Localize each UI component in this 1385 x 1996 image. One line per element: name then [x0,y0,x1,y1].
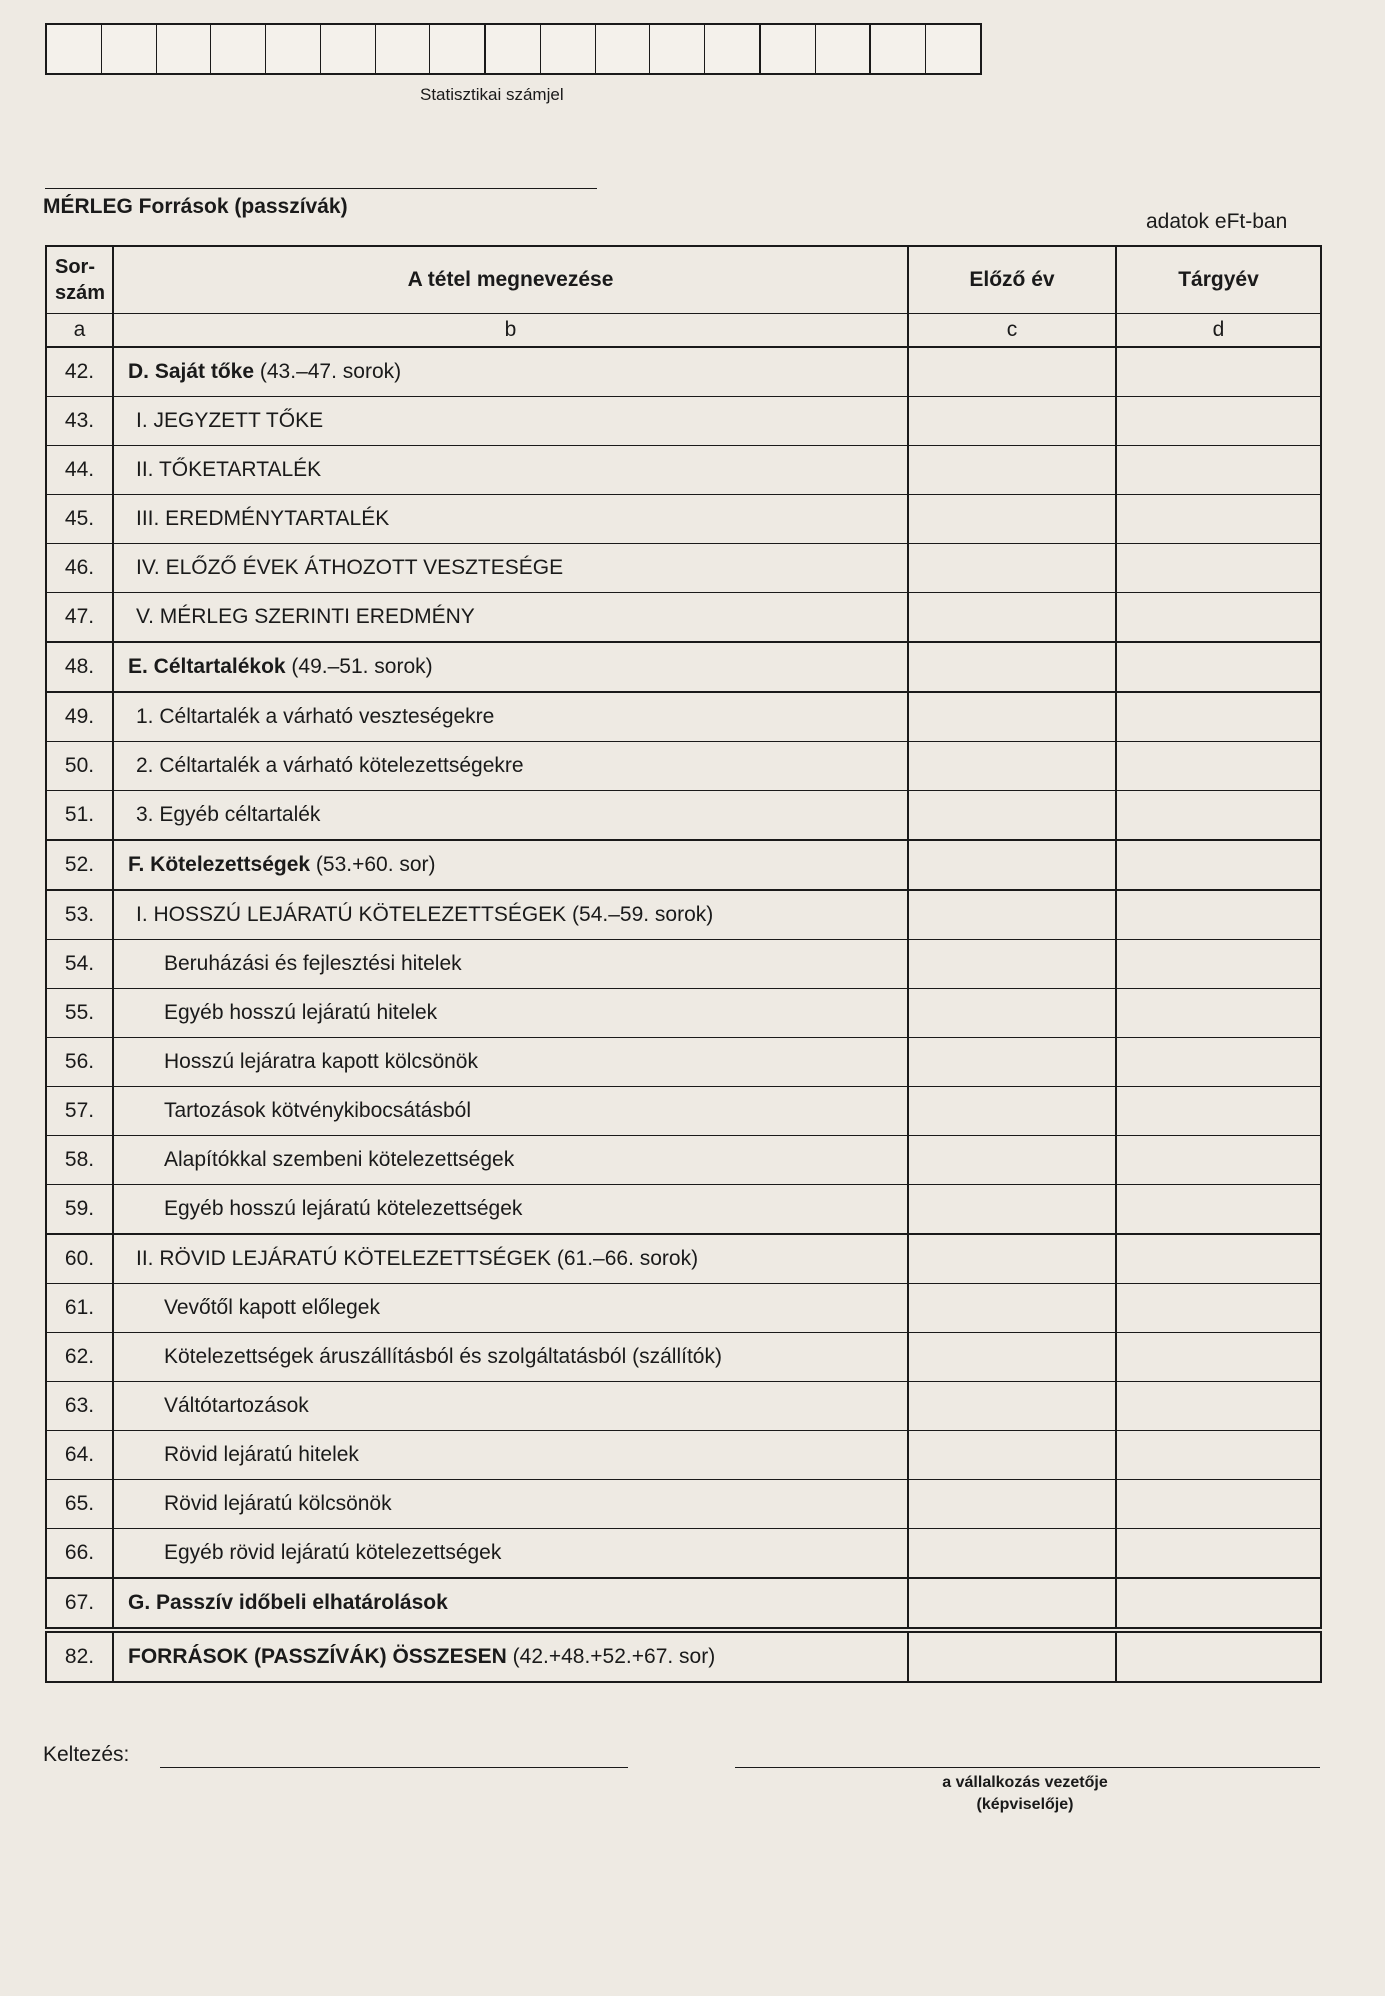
table-row [46,1136,1321,1185]
signature-caption [880,1772,1170,1816]
table-row [46,940,1321,989]
row-number: 52. [46,840,113,890]
row-label-bold: E. Céltartalékok [128,655,286,678]
row-label-rest: I. JEGYZETT TŐKE [136,409,324,432]
current-year-cell[interactable] [1116,1431,1321,1480]
row-number: 63. [46,1382,113,1431]
row-number: 64. [46,1431,113,1480]
row-number: 42. [46,347,113,397]
header-item-name: A tétel megnevezése [113,246,908,314]
table-row [46,1333,1321,1382]
row-label-rest: Egyéb hosszú lejáratú kötelezettségek [164,1197,523,1220]
row-label [113,446,908,495]
current-year-cell[interactable] [1116,1529,1321,1579]
row-label [113,1185,908,1235]
previous-year-cell[interactable] [908,1382,1116,1431]
column-letters-row [46,314,1321,348]
previous-year-cell[interactable] [908,1632,1116,1682]
table-row [46,840,1321,890]
previous-year-cell[interactable] [908,1185,1116,1235]
previous-year-cell[interactable] [908,692,1116,742]
row-number: 46. [46,544,113,593]
previous-year-cell[interactable] [908,642,1116,692]
row-label [113,1087,908,1136]
stat-number-digit-box[interactable] [102,25,157,73]
row-label-bold: G. Passzív időbeli elhatárolások [128,1591,448,1614]
table-row [46,593,1321,643]
previous-year-cell[interactable] [908,890,1116,940]
row-label [113,1529,908,1579]
divider [45,188,597,189]
previous-year-cell[interactable] [908,791,1116,841]
row-label-rest: (43.–47. sorok) [254,360,402,383]
row-label-rest: Egyéb rövid lejáratú kötelezettségek [164,1541,502,1564]
statistical-number-label: Statisztikai számjel [420,85,564,104]
current-year-cell[interactable] [1116,446,1321,495]
table-row [46,1185,1321,1235]
current-year-cell[interactable] [1116,742,1321,791]
previous-year-cell[interactable] [908,1038,1116,1087]
row-label-bold: F. Kötelezettségek [128,853,311,876]
table-row [46,544,1321,593]
row-number: 59. [46,1185,113,1235]
row-number: 57. [46,1087,113,1136]
row-label-rest: Rövid lejáratú kölcsönök [164,1492,392,1515]
previous-year-cell[interactable] [908,840,1116,890]
row-label [113,1234,908,1284]
stat-number-digit-box[interactable] [761,25,816,73]
signature-line[interactable] [735,1767,1320,1768]
row-label-rest: III. EREDMÉNYTARTALÉK [136,507,390,530]
row-label-rest: (53.+60. sor) [310,853,436,876]
row-label-bold: D. Saját tőke [128,360,255,383]
table-row [46,989,1321,1038]
previous-year-cell[interactable] [908,347,1116,397]
row-label-rest: II. TŐKETARTALÉK [136,458,322,481]
current-year-cell[interactable] [1116,940,1321,989]
current-year-cell[interactable] [1116,495,1321,544]
row-number: 48. [46,642,113,692]
table-row [46,1087,1321,1136]
stat-number-digit-box[interactable] [376,25,431,73]
row-label [113,840,908,890]
row-label-rest: 2. Céltartalék a várható kötelezettségekre [136,754,524,777]
row-label [113,1480,908,1529]
row-label-rest: (49.–51. sorok) [285,655,433,678]
row-label [113,642,908,692]
current-year-cell[interactable] [1116,1333,1321,1382]
row-label [113,495,908,544]
row-number: 51. [46,791,113,841]
current-year-cell[interactable] [1116,1578,1321,1628]
previous-year-cell[interactable] [908,989,1116,1038]
form-title: MÉRLEG Források (passzívák) [43,195,348,218]
row-label-bold: FORRÁSOK (PASSZÍVÁK) ÖSSZESEN [128,1645,507,1668]
current-year-cell[interactable] [1116,840,1321,890]
table-row [46,495,1321,544]
row-label [113,742,908,791]
row-number: 54. [46,940,113,989]
previous-year-cell[interactable] [908,1333,1116,1382]
row-label-rest: Egyéb hosszú lejáratú hitelek [164,1001,438,1024]
row-label-rest: V. MÉRLEG SZERINTI EREDMÉNY [136,605,475,628]
previous-year-cell[interactable] [908,1578,1116,1628]
current-year-cell[interactable] [1116,593,1321,643]
row-number: 62. [46,1333,113,1382]
previous-year-cell[interactable] [908,1284,1116,1333]
table-row [46,890,1321,940]
previous-year-cell[interactable] [908,1234,1116,1284]
signature-caption-line2: (képviselője) [976,1796,1074,1813]
stat-number-digit-box[interactable] [157,25,212,73]
current-year-cell[interactable] [1116,397,1321,446]
header-sorszam [46,246,113,314]
row-label-rest: I. HOSSZÚ LEJÁRATÚ KÖTELEZETTSÉGEK (54.–59. sorok) [136,903,714,926]
table-row [46,1284,1321,1333]
table-row [46,1480,1321,1529]
current-year-cell[interactable] [1116,890,1321,940]
stat-number-digit-box[interactable] [430,25,486,73]
row-label [113,1284,908,1333]
row-label-rest: Váltótartozások [164,1394,309,1417]
row-number: 44. [46,446,113,495]
row-label-rest: Alapítókkal szembeni kötelezettségek [164,1148,515,1171]
previous-year-cell[interactable] [908,593,1116,643]
row-label-rest: Hosszú lejáratra kapott kölcsönök [164,1050,478,1073]
row-label [113,1578,908,1628]
current-year-cell[interactable] [1116,1234,1321,1284]
table-row [46,446,1321,495]
current-year-cell[interactable] [1116,1480,1321,1529]
previous-year-cell[interactable] [908,742,1116,791]
table-header-row [46,246,1321,314]
row-label [113,989,908,1038]
previous-year-cell[interactable] [908,1136,1116,1185]
table-row [46,397,1321,446]
current-year-cell[interactable] [1116,1632,1321,1682]
stat-number-digit-box[interactable] [541,25,596,73]
row-number: 60. [46,1234,113,1284]
row-label [113,940,908,989]
row-number: 49. [46,692,113,742]
current-year-cell[interactable] [1116,1087,1321,1136]
column-letter-b: b [113,314,908,348]
row-label [113,1382,908,1431]
stat-number-digit-box[interactable] [596,25,651,73]
row-label-rest: Kötelezettségek áruszállításból és szolgáltatásból (szállítók) [164,1345,722,1368]
row-label [113,1431,908,1480]
stat-number-digit-box[interactable] [211,25,266,73]
date-label: Keltezés: [43,1743,130,1766]
stat-number-digit-box[interactable] [47,25,102,73]
row-label [113,544,908,593]
liabilities-table [45,245,1322,1629]
previous-year-cell[interactable] [908,1087,1116,1136]
row-number: 55. [46,989,113,1038]
stat-number-digit-box[interactable] [871,25,926,73]
row-number: 61. [46,1284,113,1333]
table-row [46,791,1321,841]
header-previous-year: Előző év [908,246,1116,314]
row-number: 65. [46,1480,113,1529]
stat-number-digit-box[interactable] [650,25,705,73]
stat-number-digit-box[interactable] [486,25,541,73]
row-label-rest: 1. Céltartalék a várható veszteségekre [136,705,495,728]
header-current-year: Tárgyév [1116,246,1321,314]
row-label [113,1136,908,1185]
row-number: 56. [46,1038,113,1087]
row-number: 50. [46,742,113,791]
row-label-rest: II. RÖVID LEJÁRATÚ KÖTELEZETTSÉGEK (61.–66. sorok) [136,1247,699,1270]
previous-year-cell[interactable] [908,1480,1116,1529]
table-row [46,642,1321,692]
previous-year-cell[interactable] [908,1431,1116,1480]
previous-year-cell[interactable] [908,495,1116,544]
date-field-line[interactable] [160,1767,628,1768]
column-letter-d: d [1116,314,1321,348]
row-number: 43. [46,397,113,446]
table-row [46,1431,1321,1480]
previous-year-cell[interactable] [908,397,1116,446]
totals-table [45,1631,1322,1683]
row-label [113,890,908,940]
current-year-cell[interactable] [1116,1038,1321,1087]
row-label [113,692,908,742]
previous-year-cell[interactable] [908,544,1116,593]
row-label-rest: (42.+48.+52.+67. sor) [506,1645,716,1668]
row-number: 47. [46,593,113,643]
row-label [113,347,908,397]
stat-number-digit-box[interactable] [321,25,376,73]
row-number: 45. [46,495,113,544]
table-row [46,347,1321,397]
row-label [113,1333,908,1382]
stat-number-digit-box[interactable] [816,25,872,73]
signature-caption-line1: a vállalkozás vezetője [942,1774,1108,1791]
table-row [46,742,1321,791]
row-number: 66. [46,1529,113,1579]
row-label-rest: IV. ELŐZŐ ÉVEK ÁTHOZOTT VESZTESÉGE [136,556,564,579]
previous-year-cell[interactable] [908,1529,1116,1579]
table-row [46,1578,1321,1628]
row-number: 58. [46,1136,113,1185]
column-letter-c: c [908,314,1116,348]
table-row [46,1038,1321,1087]
row-number: 53. [46,890,113,940]
row-label-rest: Rövid lejáratú hitelek [164,1443,359,1466]
table-row [46,1382,1321,1431]
row-label-rest: Tartozások kötvénykibocsátásból [164,1099,471,1122]
current-year-cell[interactable] [1116,642,1321,692]
previous-year-cell[interactable] [908,940,1116,989]
current-year-cell[interactable] [1116,1136,1321,1185]
row-label-rest: 3. Egyéb céltartalék [136,803,321,826]
row-label [113,593,908,643]
unit-note: adatok eFt-ban [1146,210,1288,233]
table-row [46,692,1321,742]
row-label-rest: Beruházási és fejlesztési hitelek [164,952,462,975]
current-year-cell[interactable] [1116,1284,1321,1333]
row-label [113,397,908,446]
previous-year-cell[interactable] [908,446,1116,495]
row-number: 82. [46,1632,113,1682]
stat-number-digit-box[interactable] [266,25,321,73]
stat-number-digit-box[interactable] [705,25,761,73]
row-number: 67. [46,1578,113,1628]
table-row [46,1529,1321,1579]
row-label [113,1632,908,1682]
statistical-number-boxes[interactable] [45,23,982,75]
stat-number-digit-box[interactable] [926,25,980,73]
row-label [113,791,908,841]
current-year-cell[interactable] [1116,544,1321,593]
total-row [46,1632,1321,1682]
current-year-cell[interactable] [1116,692,1321,742]
row-label [113,1038,908,1087]
current-year-cell[interactable] [1116,791,1321,841]
current-year-cell[interactable] [1116,989,1321,1038]
column-letter-a: a [46,314,113,348]
current-year-cell[interactable] [1116,1185,1321,1235]
table-row [46,1234,1321,1284]
row-label-rest: Vevőtől kapott előlegek [164,1296,380,1319]
header-sorszam-text: Sor- szám [55,256,106,304]
current-year-cell[interactable] [1116,1382,1321,1431]
current-year-cell[interactable] [1116,347,1321,397]
